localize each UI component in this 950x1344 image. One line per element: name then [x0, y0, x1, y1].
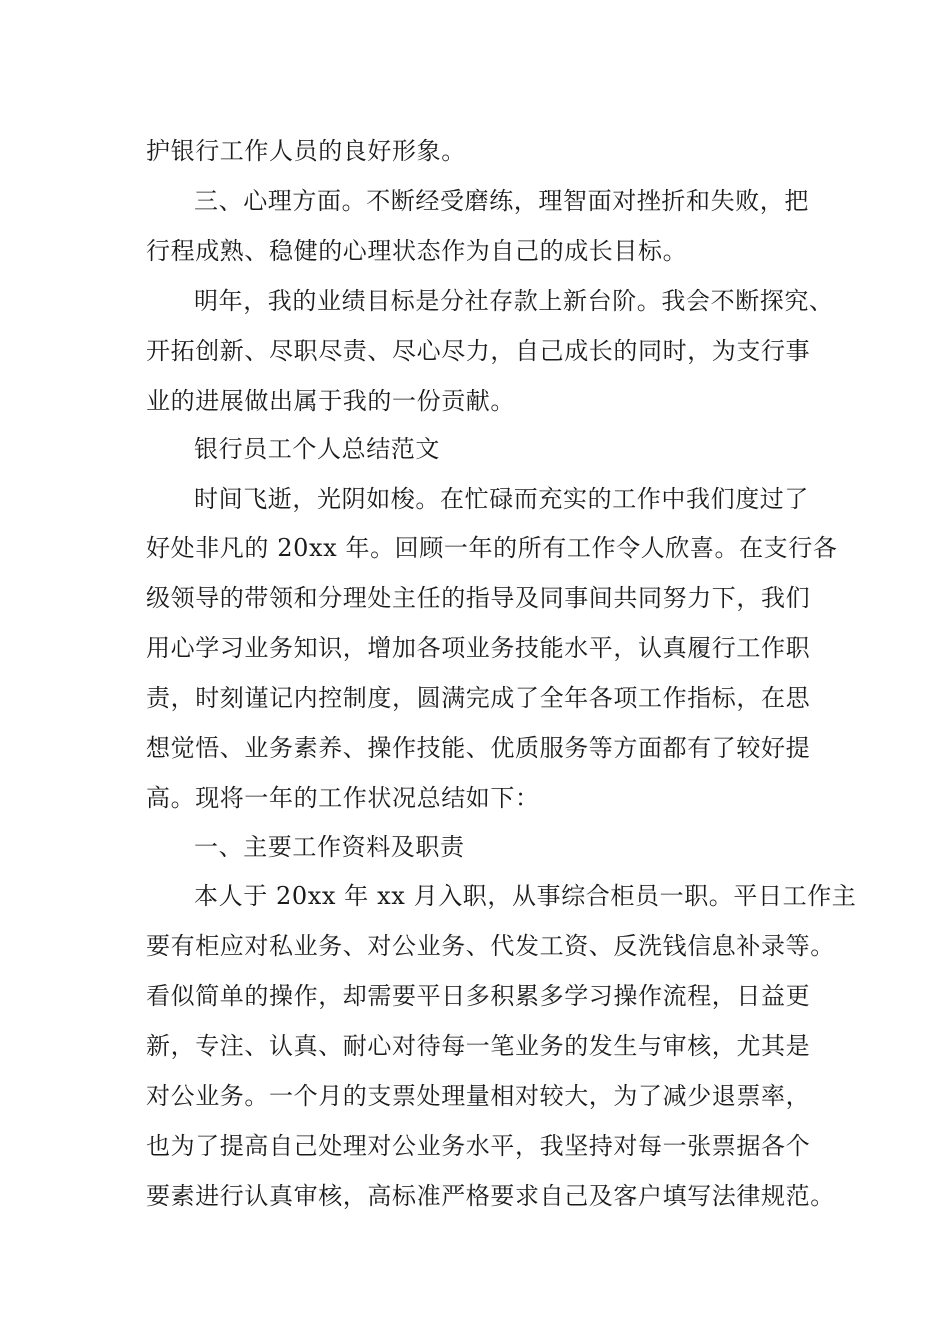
section-heading: 一、主要工作资料及职责: [194, 833, 465, 861]
paragraph-line: 要有柜应对私业务、对公业务、代发工资、反洗钱信息补录等。: [146, 932, 835, 960]
paragraph-line: 三、心理方面。不断经受磨练，理智面对挫折和失败，把: [194, 187, 809, 215]
paragraph-line: 要素进行认真审核，高标准严格要求自己及客户填写法律规范。: [146, 1182, 835, 1210]
paragraph-line: 对公业务。一个月的支票处理量相对较大，为了减少退票率，: [146, 1082, 811, 1110]
paragraph-line: 本人于 20xx 年 xx 月入职，从事综合柜员一职。平日工作主: [194, 882, 857, 910]
paragraph-line: 看似简单的操作，却需要平日多积累多学习操作流程，日益更: [146, 982, 811, 1010]
paragraph-line: 护银行工作人员的良好形象。: [146, 137, 466, 165]
paragraph-line: 用心学习业务知识，增加各项业务技能水平，认真履行工作职: [146, 634, 811, 662]
section-heading: 银行员工个人总结范文: [194, 435, 440, 463]
paragraph-line: 业的进展做出属于我的一份贡献。: [146, 387, 515, 415]
paragraph-line: 想觉悟、业务素养、操作技能、优质服务等方面都有了较好提: [146, 734, 811, 762]
paragraph-line: 时间飞逝，光阴如梭。在忙碌而充实的工作中我们度过了: [194, 485, 809, 513]
paragraph-line: 高。现将一年的工作状况总结如下：: [146, 784, 540, 812]
paragraph-line: 明年，我的业绩目标是分社存款上新台阶。我会不断探究、: [194, 287, 834, 315]
paragraph-line: 责，时刻谨记内控制度，圆满完成了全年各项工作指标，在思: [146, 684, 811, 712]
paragraph-line: 级领导的带领和分理处主任的指导及同事间共同努力下，我们: [146, 584, 811, 612]
paragraph-line: 新，专注、认真、耐心对待每一笔业务的发生与审核，尤其是: [146, 1032, 811, 1060]
paragraph-line: 好处非凡的 20xx 年。回顾一年的所有工作令人欣喜。在支行各: [146, 534, 838, 562]
paragraph-line: 也为了提高自己处理对公业务水平，我坚持对每一张票据各个: [146, 1132, 811, 1160]
paragraph-line: 行程成熟、稳健的心理状态作为自己的成长目标。: [146, 237, 688, 265]
paragraph-line: 开拓创新、尽职尽责、尽心尽力，自己成长的同时，为支行事: [146, 337, 811, 365]
